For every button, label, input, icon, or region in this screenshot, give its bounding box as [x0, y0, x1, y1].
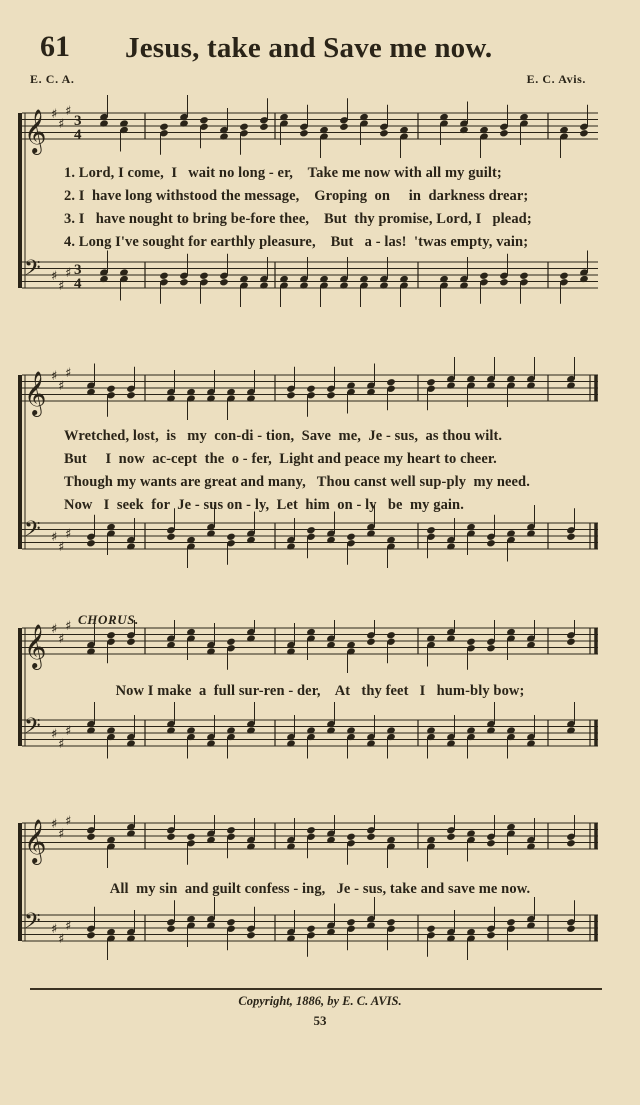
note-head [199, 116, 209, 124]
sharp-icon: ♯ [58, 117, 65, 132]
note-head [219, 278, 229, 286]
note-head [366, 638, 376, 646]
time-signature-bottom: 4 [74, 127, 82, 143]
sharp-icon: ♯ [51, 369, 58, 384]
lyricist-credit: E. C. A. [30, 72, 75, 86]
bass-clef-icon: 𝄢 [24, 256, 41, 286]
verse-4-line-1: 4. Long I've sought for earthly pleasure, But a - las! 'twas empty, vain; [64, 234, 529, 250]
sharp-icon: ♯ [58, 932, 65, 947]
note-head [259, 123, 269, 131]
note-head [386, 378, 396, 386]
note-head [499, 129, 509, 137]
note-head [519, 272, 529, 280]
sharp-icon: ♯ [51, 107, 58, 122]
treble-clef-icon: 𝄞 [24, 819, 47, 863]
note-head [559, 272, 569, 280]
sharp-icon: ♯ [58, 632, 65, 647]
verse-1-line-2: Wretched, lost, is my con-di - tion, Save me, Je - sus, as thou wilt. [64, 428, 503, 444]
footer-divider [30, 988, 602, 990]
note-head [426, 378, 436, 386]
sharp-icon: ♯ [58, 379, 65, 394]
note-head [566, 533, 576, 541]
note-head [366, 833, 376, 841]
note-head [566, 638, 576, 646]
sharp-icon: ♯ [65, 724, 72, 739]
note-head [499, 278, 509, 286]
note-head [166, 925, 176, 933]
note-head [159, 272, 169, 280]
bass-clef-icon: 𝄢 [24, 909, 41, 939]
note-head [306, 385, 316, 393]
sharp-icon: ♯ [51, 269, 58, 284]
sharp-icon: ♯ [51, 622, 58, 637]
verse-2-line-1: 2. I have long withstood the message, Groping on in darkness drear; [64, 188, 529, 204]
time-signature-top: 3 [74, 113, 82, 129]
note-head [179, 278, 189, 286]
note-head [159, 123, 169, 131]
note-head [299, 129, 309, 137]
note-head [186, 833, 196, 841]
note-head [346, 918, 356, 926]
treble-clef-icon: 𝄞 [24, 371, 47, 415]
note-head [226, 918, 236, 926]
note-head [506, 918, 516, 926]
sharp-icon: ♯ [51, 530, 58, 545]
note-head [466, 638, 476, 646]
note-head [306, 526, 316, 534]
note-head [486, 931, 496, 939]
chorus-label: CHORUS. [78, 612, 139, 627]
note-head [386, 918, 396, 926]
verse-1-line-1: 1. Lord, I come, I wait no long - er, Take me now with all my guilt; [64, 165, 502, 181]
note-head [386, 631, 396, 639]
note-head [306, 826, 316, 834]
note-head [166, 533, 176, 541]
bass-clef-icon: 𝄢 [24, 517, 41, 547]
sharp-icon: ♯ [65, 620, 72, 634]
verse-3-line-1: 3. I have nought to bring be-fore thee, But thy promise, Lord, I plead; [64, 211, 532, 227]
note-head [566, 925, 576, 933]
chorus-line-2: All my sin and guilt confess - ing, Je - sus, take and save me now. [109, 881, 531, 897]
sharp-icon: ♯ [51, 817, 58, 832]
sharp-icon: ♯ [58, 827, 65, 842]
verse-2-line-2: But I now ac-cept the o - fer, Light and peace my heart to cheer. [64, 451, 497, 467]
music-system-2 [0, 355, 640, 580]
verse-3-line-2: Though my wants are great and many, Thou canst well sup-ply my need. [64, 474, 530, 490]
note-head [346, 533, 356, 541]
time-signature-top: 3 [74, 262, 82, 278]
note-head [346, 833, 356, 841]
note-head [566, 839, 576, 847]
music-system-4 [0, 815, 640, 975]
hymn-number: 61 [40, 30, 70, 63]
sharp-icon: ♯ [65, 527, 72, 542]
note-head [486, 839, 496, 847]
note-head [106, 631, 116, 639]
sharp-icon: ♯ [65, 266, 72, 281]
note-head [486, 539, 496, 547]
note-head [426, 925, 436, 933]
note-head [239, 123, 249, 131]
sharp-icon: ♯ [51, 727, 58, 742]
note-head [479, 272, 489, 280]
note-head [286, 391, 296, 399]
note-head [246, 931, 256, 939]
sharp-icon: ♯ [65, 366, 72, 381]
treble-clef-icon: 𝄞 [24, 109, 47, 153]
sharp-icon: ♯ [65, 919, 72, 934]
note-head [226, 533, 236, 541]
sharp-icon: ♯ [65, 104, 72, 119]
verse-4-line-2: Now I seek for Je - sus on - ly, Let him on - ly be my gain. [64, 497, 464, 513]
note-head [86, 931, 96, 939]
time-signature-bottom: 4 [74, 276, 82, 292]
note-head [126, 391, 136, 399]
note-head [426, 526, 436, 534]
treble-clef-icon: 𝄞 [24, 624, 47, 668]
note-head [199, 272, 209, 280]
bass-clef-icon: 𝄢 [24, 714, 41, 744]
note-head [306, 925, 316, 933]
note-head [106, 385, 116, 393]
note-head [86, 539, 96, 547]
music-system-1 [0, 95, 640, 310]
chorus-line-1: Now I make a full sur-ren - der, At thy feet I hum-bly bow; [115, 683, 525, 699]
note-head [226, 638, 236, 646]
sharp-icon: ♯ [51, 922, 58, 937]
note-head [486, 644, 496, 652]
music-system-3 [0, 620, 640, 780]
composer-credit: E. C. Avis. [526, 72, 586, 86]
hymn-title: Jesus, take and Save me now. [125, 32, 493, 64]
note-head [379, 129, 389, 137]
sharp-icon: ♯ [58, 279, 65, 294]
page-number: 53 [313, 1013, 327, 1028]
note-head [166, 833, 176, 841]
note-head [86, 833, 96, 841]
note-head [326, 391, 336, 399]
sharp-icon: ♯ [58, 737, 65, 752]
note-head [126, 638, 136, 646]
sharp-icon: ♯ [58, 540, 65, 555]
staff-graphic [0, 620, 640, 780]
copyright-notice: Copyright, 1886, by E. C. AVIS. [238, 994, 402, 1008]
note-head [226, 826, 236, 834]
note-head [339, 123, 349, 131]
note-head [446, 833, 456, 841]
note-head [579, 129, 589, 137]
sharp-icon: ♯ [65, 815, 72, 829]
